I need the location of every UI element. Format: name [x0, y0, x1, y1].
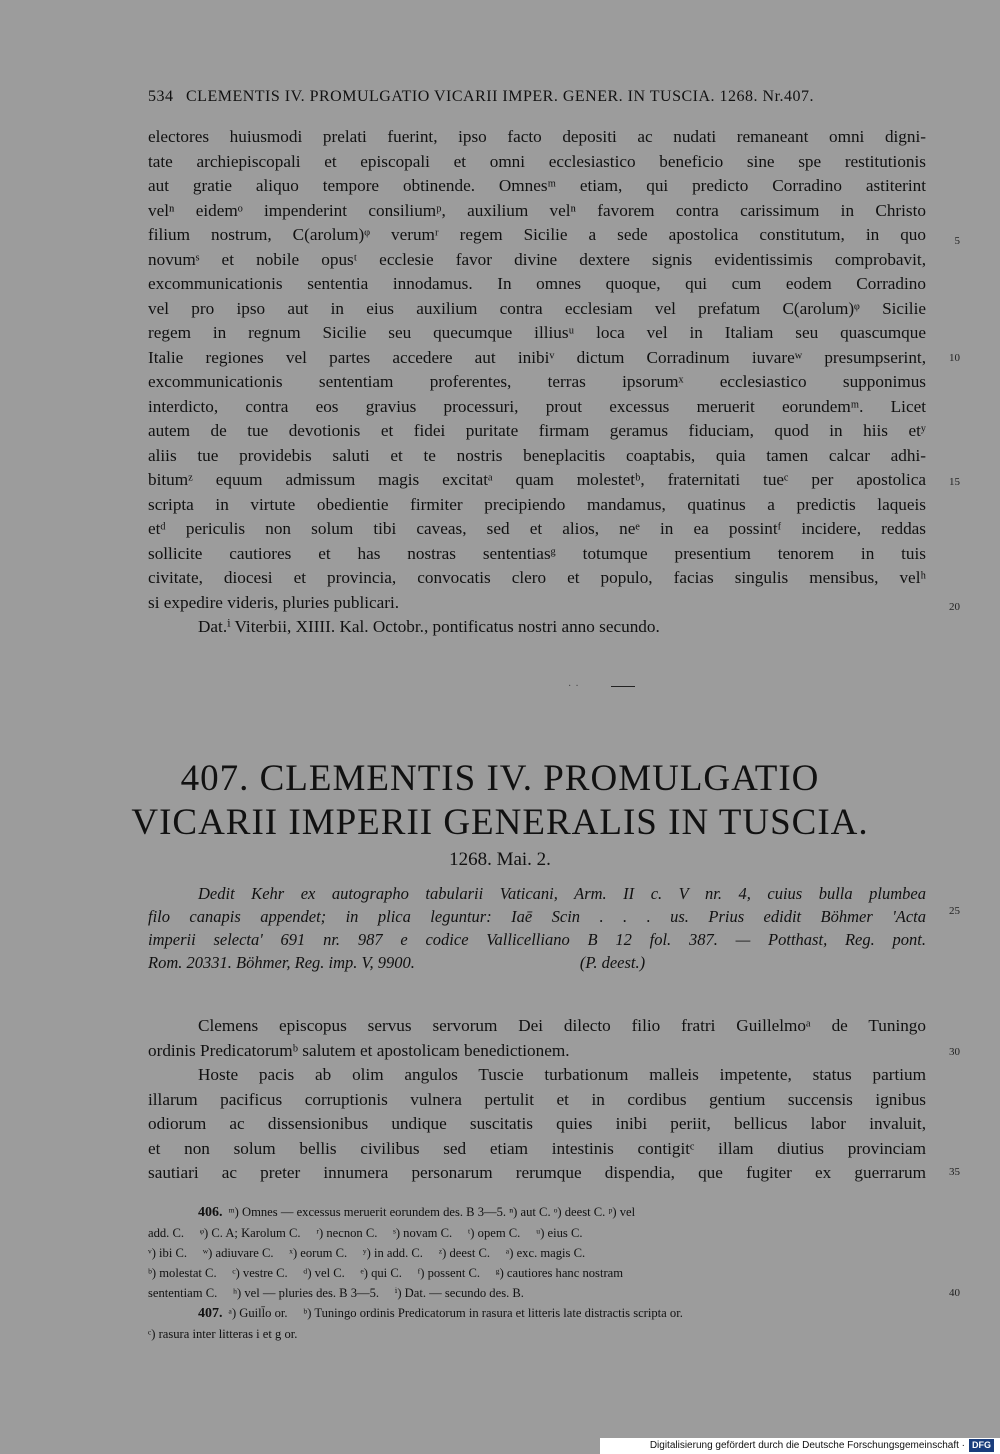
document-date: 1268. Mai. 2. [449, 849, 551, 870]
page-number: 534 [148, 88, 174, 105]
document-406-text [148, 125, 926, 640]
text-line: Hoste pacis ab olim angulos Tuscie turbationum malleis impetente, status partium [198, 1065, 926, 1084]
footnote-line: add. C. ᵠ) C. A; Karolum C. ʳ) necnon C. ˢ) novam C. ᵗ) opem C. ᵘ) eius C. [148, 1226, 583, 1240]
footnote-line [148, 1303, 926, 1324]
text-line: et non solum bellis civilibus sed etiam intestinis contigitᶜ illam diutius provinciam [148, 1138, 926, 1158]
footer-text: Digitalisierung gefördert durch die Deutsche Forschungsgemeinschaft · [649, 1440, 965, 1451]
line-number: 35 [949, 1166, 960, 1178]
footnotes [148, 1202, 926, 1344]
running-title: CLEMENTIS IV. PROMULGATIO VICARII IMPER. GENER. IN TUSCIA. 1268. Nr.407. [186, 88, 815, 105]
text-line: tate archiepiscopali et episcopali et omni ecclesiastico beneficio sine spe restitutionis [148, 151, 926, 171]
document-title-line1: 407. CLEMENTIS IV. PROMULGATIO [180, 758, 820, 799]
text-line: excommunicationis sententia innodamus. In omnes quoque, qui cum eodem Corradino [148, 274, 926, 293]
text-line: bitumᶻ equum admissum magis excitatᵃ quam molestetᵇ, fraternitati tueᶜ per apostolica [148, 470, 926, 489]
intro-line: Rom. 20331. Böhmer, Reg. imp. V, 9900. (P. deest.) [148, 953, 646, 972]
intro-line: filo canapis appendet; in plica leguntur: Iaē Scin . . . us. Prius edidit Böhmer 'Acta [148, 907, 926, 926]
text-line: illarum pacificus corruptionis vulnera pertulit et in cordibus gentium succensis ignibus [148, 1089, 926, 1109]
line-number: 15 [949, 476, 960, 488]
separator-dots: ·· [568, 681, 583, 692]
text-line: aliis tue providebis saluti et te nostris beneplacitis coaptabis, quia tamen calcar adhi- [148, 445, 926, 465]
text-line: excommunicationis sententiam proferentes, terras ipsorumˣ ecclesiastico supponimus [148, 372, 926, 391]
section-separator [611, 686, 635, 687]
document-407-text [148, 1014, 926, 1186]
intro-line: imperii selecta' 691 nr. 987 e codice Vallicelliano B 12 fol. 387. — Potthast, Reg. pont. [148, 930, 926, 949]
text-line: autem de tue devotionis et fidei puritate firmam geramus fiduciam, quod in hiis etʸ [148, 421, 926, 440]
text-line: Clemens episcopus servus servorum Dei dilecto filio fratri Guillelmoᵃ de Tuningo [198, 1016, 926, 1035]
text-line: vel pro ipso aut in eius auxilium contra ecclesiam vel prefatum C(arolum)ᵠ Sicilie [148, 298, 926, 318]
text-line: scripta in virtute obedientie firmiter precipiendo mandamus, quatinus a predictis laqueis [148, 494, 926, 514]
footnote-label: 407. [198, 1306, 223, 1321]
footnote-text: ᵐ) Omnes — excessus meruerit eorundem des. B 3—5. ⁿ) aut C. ᵒ) deest C. ᵖ) vel [228, 1205, 636, 1219]
text-line: si expedire videris, pluries publicari. [148, 592, 400, 612]
dfg-logo: DFG [969, 1439, 994, 1452]
line-number: 20 [949, 601, 960, 613]
text-line: novumˢ et nobile opusᵗ ecclesie favor divine dextere signis evidentissimis comprobavit, [148, 249, 926, 269]
footnote-line: ᵇ) molestat C. ᶜ) vestre C. ᵈ) vel C. ᵉ) qui C. ᶠ) possent C. ᵍ) cautiores hanc nostram [148, 1266, 624, 1280]
text-line: etᵈ periculis non solum tibi caveas, sed et alios, neᵉ in ea possintᶠ incidere, reddas [148, 519, 926, 538]
line-number: 25 [949, 905, 960, 917]
text-line: regem in regnum Sicilie seu quecumque illiusᵘ loca vel in Italiam seu quascumque [148, 323, 926, 342]
text-line: sollicite cautiores et has nostras sententiasᵍ totumque presentium tenorem in tuis [148, 543, 926, 563]
text-line: interdicto, contra eos gravius processuri, prout excessus meruerit eorundemᵐ. Licet [148, 396, 926, 416]
dating-clause: Dat.ⁱ Viterbii, XIIII. Kal. Octobr., pontificatus nostri anno secundo. [198, 617, 660, 636]
footnote-text: ᵃ) Guill̄o or. ᵇ) Tuningo ordinis Predicatorum in rasura et litteris late distractis scripta or. [228, 1306, 683, 1320]
footnote-line: sententiam C. ʰ) vel — pluries des. B 3—5. ⁱ) Dat. — secundo des. B. [148, 1286, 524, 1300]
footnote-label: 406. [198, 1205, 223, 1220]
text-line: civitate, diocesi et provincia, convocatis clero et populo, facias singulis mensibus, velʰ [148, 568, 926, 587]
text-line: aut gratie aliquo tempore obtinende. Omnesᵐ etiam, qui predicto Corradino astiterint [148, 176, 926, 195]
text-line: sautiari ac preter innumera personarum rerumque dispendia, que fugiter ex guerrarum [148, 1163, 926, 1182]
document-title-line2: VICARII IMPERII GENERALIS IN TUSCIA. [131, 802, 869, 843]
text-line: Italie regiones vel partes accedere aut inibiᵛ dictum Corradinum iuvareʷ presumpserint, [148, 347, 926, 367]
running-header [148, 88, 888, 106]
text-line: ordinis Predicatorumᵇ salutem et apostolicam benedictionem. [148, 1040, 570, 1060]
text-line: velⁿ eidemᵒ impenderint consiliumᵖ, auxilium velⁿ favorem contra carissimum in Christo [148, 200, 926, 220]
editorial-introduction [148, 882, 926, 974]
footnote-line [148, 1202, 926, 1223]
text-line: electores huiusmodi prelati fuerint, ipso facto depositi ac nudati remaneant omni digni- [148, 127, 926, 146]
footnote-line: ᶜ) rasura inter litteras i et g or. [148, 1327, 298, 1341]
line-number: 5 [954, 235, 960, 247]
digitization-footer [600, 1438, 1000, 1454]
line-number: 30 [949, 1046, 960, 1058]
text-line: filium nostrum, C(arolum)ᵠ verumʳ regem Sicilie a sede apostolica constitutum, in quo [148, 225, 926, 244]
footnote-line: ᵛ) ibi C. ʷ) adiuvare C. ˣ) eorum C. ʸ) in add. C. ᶻ) deest C. ᵃ) exc. magis C. [148, 1246, 586, 1260]
text-line: odiorum ac dissensionibus undique suscitatis quies inibi periit, bellicus labor invaluit, [148, 1114, 926, 1133]
line-number: 10 [949, 352, 960, 364]
line-number: 40 [949, 1287, 960, 1299]
intro-line: Dedit Kehr ex autographo tabularii Vaticani, Arm. II c. V nr. 4, cuius bulla plumbea [198, 884, 926, 903]
